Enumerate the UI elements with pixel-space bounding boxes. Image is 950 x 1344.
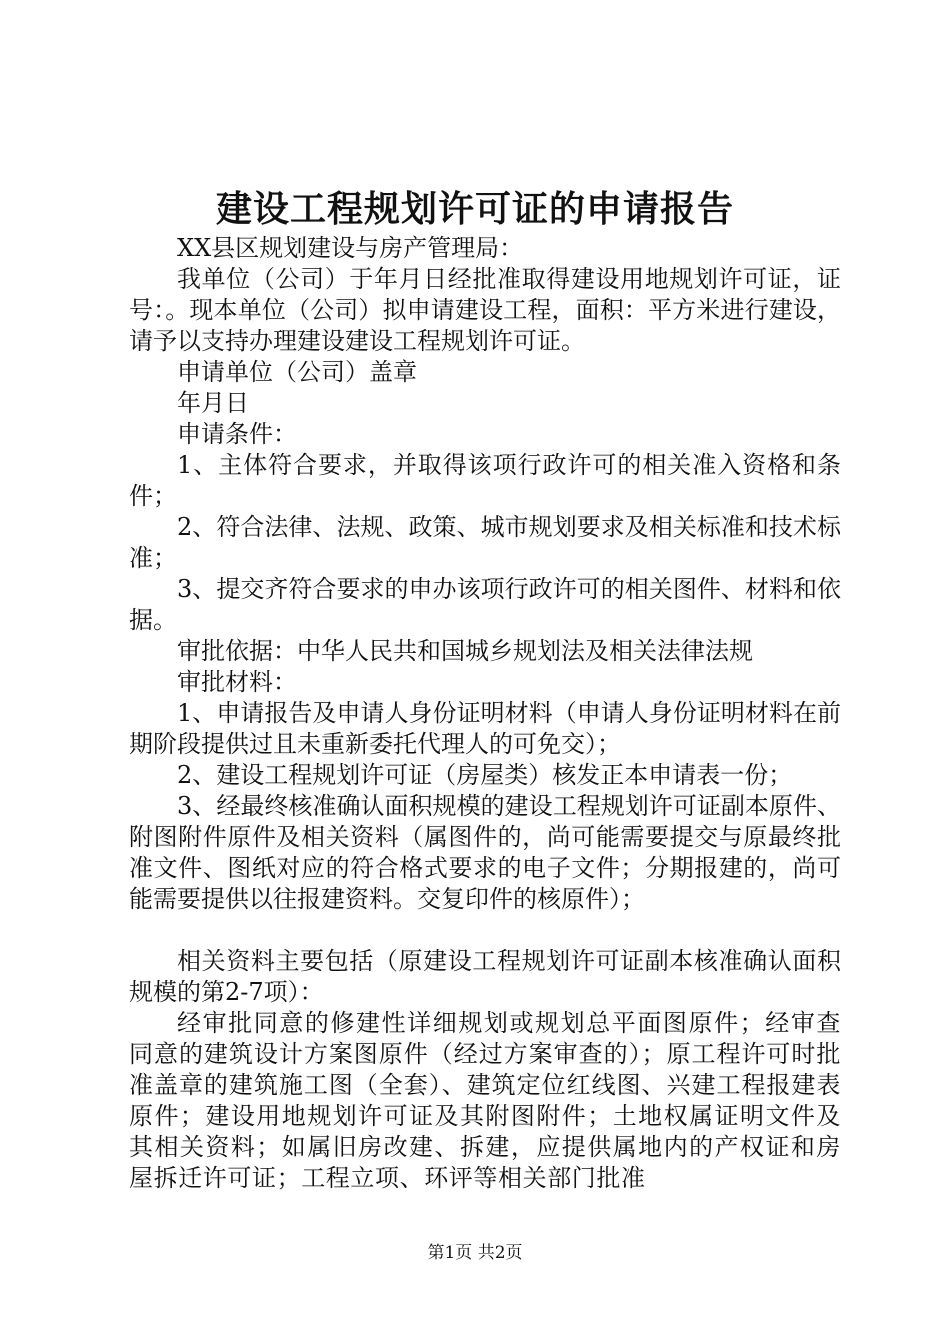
paragraph-gap xyxy=(129,915,841,946)
seal-line: 申请单位（公司）盖章 xyxy=(177,358,417,386)
date-line: 年月日 xyxy=(177,389,249,417)
conditions-heading: 申请条件： xyxy=(177,420,297,448)
material-item: 2、建设工程规划许可证（房屋类）核发正本申请表一份； xyxy=(177,761,793,789)
related-body: 经审批同意的修建性详细规划或规划总平面图原件；经审查同意的建筑设计方案图原件（经过方案审查的）；原工程许可时批准盖章的建筑施工图（全套）、建筑定位红线图、兴建工程报建表原件；建设用地规划许可证及其附图附件；土地权属证明文件及其相关资料；如属旧房改建、拆建，应提供属地内的产权证和房屋拆迁许可证；工程立项、环评等相关部门批准 xyxy=(129,1009,841,1192)
materials-heading: 审批材料： xyxy=(177,668,297,696)
body-paragraph: 我单位（公司）于年月日经批准取得建设用地规划许可证，证号：。现本单位（公司）拟申请建设工程，面积：平方米进行建设，请予以支持办理建设建设工程规划许可证。 xyxy=(129,265,841,355)
material-item: 1、申请报告及申请人身份证明材料（申请人身份证明材料在前期阶段提供过且未重新委托代理人的可免交）； xyxy=(129,699,841,758)
page-title: 建设工程规划许可证的申请报告 xyxy=(215,188,734,230)
condition-item: 3、提交齐符合要求的申办该项行政许可的相关图件、材料和依据。 xyxy=(129,575,841,634)
condition-item: 1、主体符合要求，并取得该项行政许可的相关准入资格和条件； xyxy=(129,451,841,510)
addressee: XX县区规划建设与房产管理局： xyxy=(177,234,524,262)
document-body xyxy=(129,233,841,1194)
related-heading: 相关资料主要包括（原建设工程规划许可证副本核准确认面积规模的第2-7项）： xyxy=(129,947,841,1006)
page-footer: 第1页 共2页 xyxy=(427,1243,523,1263)
condition-item: 2、符合法律、法规、政策、城市规划要求及相关标准和技术标准； xyxy=(129,513,841,572)
approval-basis: 审批依据：中华人民共和国城乡规划法及相关法律法规 xyxy=(177,637,753,665)
material-item: 3、经最终核准确认面积规模的建设工程规划许可证副本原件、附图附件原件及相关资料（属图件的，尚可能需要提交与原最终批准文件、图纸对应的符合格式要求的电子文件；分期报建的，尚可能需要提供以往报建资料。交复印件的核原件）； xyxy=(129,792,841,913)
